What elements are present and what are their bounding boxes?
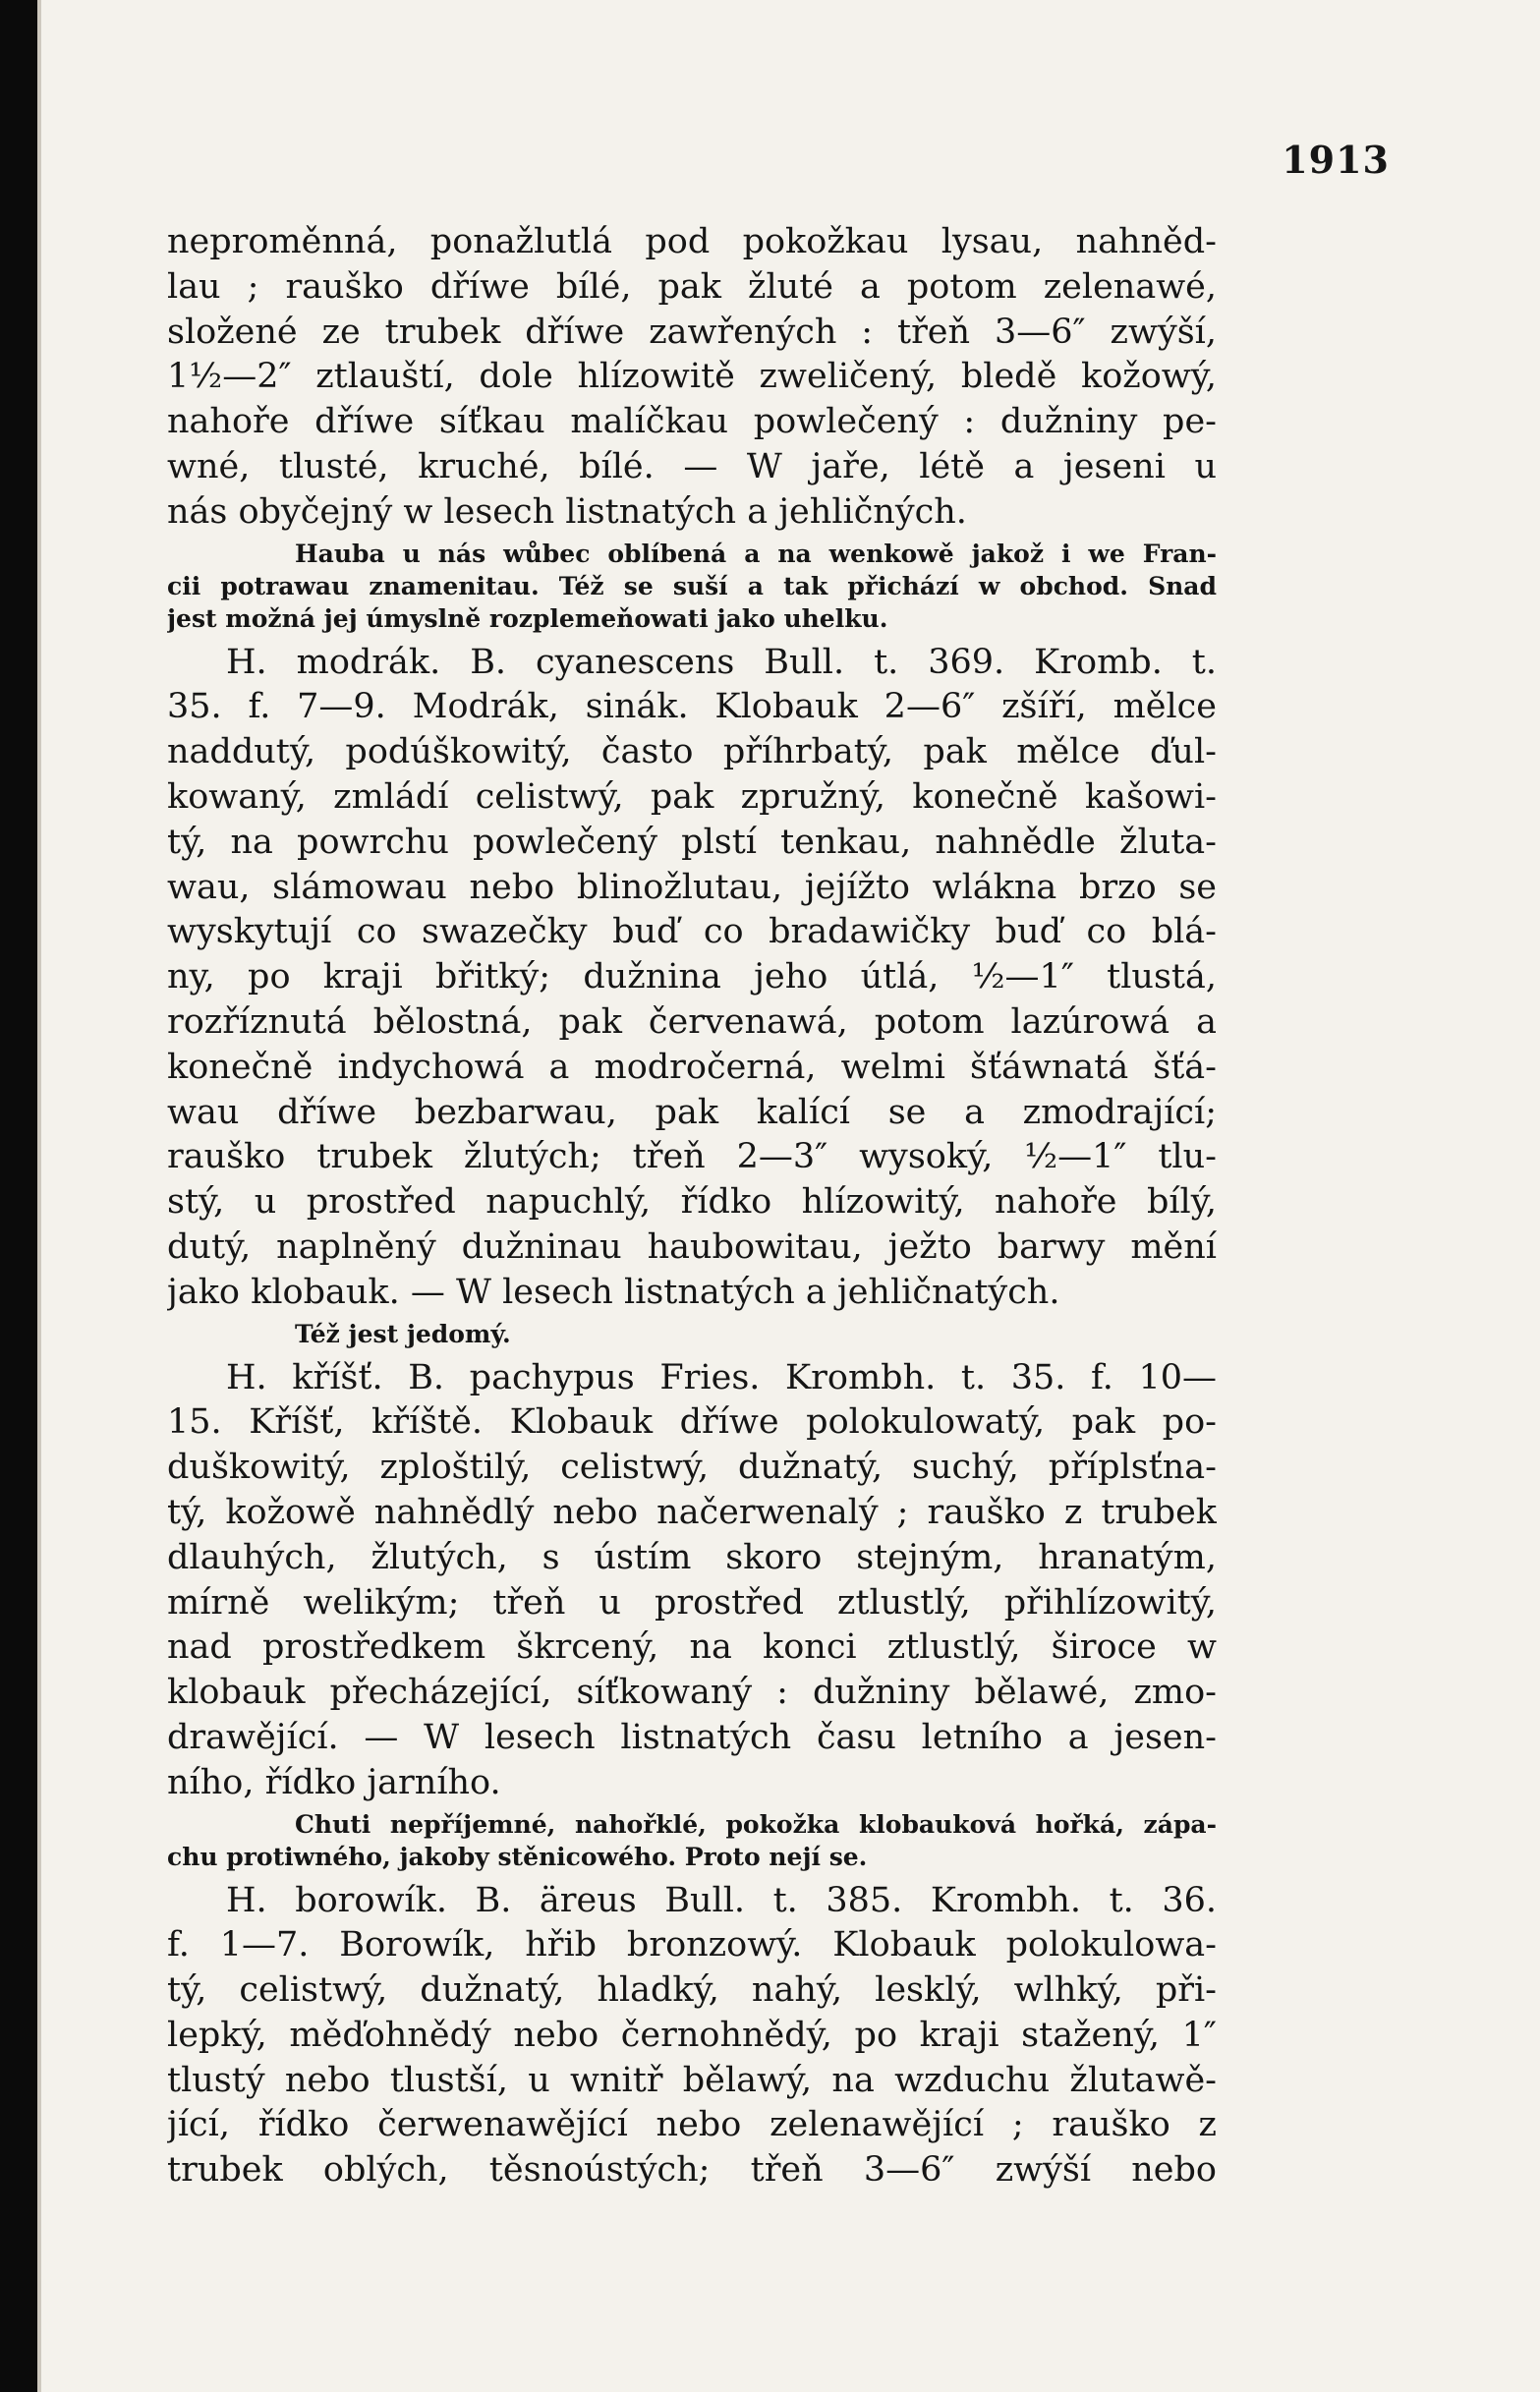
body-paragraph xyxy=(167,641,1217,1316)
text-line: ny, po kraji břitký; dužnina jeho útlá, ½—1″ tlustá, xyxy=(167,957,1217,997)
text-line: naddutý, podúškowitý, často příhrbatý, pak mělce ďul- xyxy=(167,732,1217,772)
text-line: H. kříšť. B. pachypus Fries. Krombh. t. 35. f. 10— xyxy=(226,1357,1217,1397)
body-paragraph xyxy=(167,1879,1217,2194)
note-line: Chuti nepříjemné, nahořklé, pokožka klobauková hořká, zápa- xyxy=(295,1809,1217,1839)
text-line: 15. Kříšť, kříště. Klobauk dříwe polokulowatý, pak po- xyxy=(167,1402,1217,1443)
text-line: neproměnná, ponažlutlá pod pokožkau lysau, nahněd- xyxy=(167,222,1217,261)
text-line: wyskytují co swazečky buď co bradawičky buď co blá- xyxy=(167,912,1217,952)
text-line: kowaný, zmládí celistwý, pak zpružný, konečně kašowi- xyxy=(167,776,1217,817)
page-number: 1913 xyxy=(1282,138,1390,182)
text-line: drawějící. — W lesech listnatých času letního a jesen- xyxy=(167,1717,1217,1757)
text-line: tý, celistwý, dužnatý, hladký, nahý, lesklý, wlhký, při- xyxy=(167,1970,1217,2011)
text-line: tý, na powrchu powlečený plstí tenkau, nahnědle žluta- xyxy=(167,822,1217,862)
note-line: Též jest jedomý. xyxy=(295,1319,511,1348)
page-text xyxy=(167,220,1217,2193)
text-line: dutý, naplněný dužninau haubowitau, ježto barwy mění xyxy=(167,1226,1217,1267)
text-line: lau ; rauško dříwe bílé, pak žluté a potom zelenawé, xyxy=(167,266,1217,307)
text-line: lepký, měďohnědý nebo černohnědý, po kraji stažený, 1″ xyxy=(167,2015,1217,2055)
book-page xyxy=(37,0,1540,2392)
text-line: rozříznutá bělostná, pak červenawá, potom lazúrowá a xyxy=(167,1001,1217,1042)
text-line: konečně indychowá a modročerná, welmi šťáwnatá šťá- xyxy=(167,1047,1217,1087)
text-line: klobauk přecházející, síťkowaný : dužniny bělawé, zmo- xyxy=(167,1673,1217,1713)
text-line: mírně welikým; třeň u prostřed ztlustlý, přihlízowitý, xyxy=(167,1582,1217,1623)
note-line: jest možná jej úmyslně rozplemeňowati jako uhelku. xyxy=(167,603,888,633)
text-line: wau dříwe bezbarwau, pak kalící se a zmodrající; xyxy=(167,1092,1217,1132)
text-line: duškowitý, zploštilý, celistwý, dužnatý, suchý, příplsťna- xyxy=(167,1448,1217,1488)
text-line: dlauhých, žlutých, s ústím skoro stejným, hranatým, xyxy=(167,1537,1217,1577)
text-line: nad prostředkem škrcený, na konci ztlustlý, široce w xyxy=(167,1627,1217,1668)
note-line: chu protiwného, jakoby stěnicowého. Proto nejí se. xyxy=(167,1842,868,1871)
text-line: 1½—2″ ztlauští, dole hlízowitě zweličený, bledě kožowý, xyxy=(167,357,1217,397)
text-line: jako klobauk. — W lesech listnatých a jehličnatých. xyxy=(167,1272,1060,1312)
text-line: tlustý nebo tlustší, u wnitř bělawý, na wzduchu žlutawě- xyxy=(167,2060,1217,2100)
text-line: f. 1—7. Borowík, hřib bronzowý. Klobauk polokulowa- xyxy=(167,1925,1217,1965)
body-paragraph xyxy=(167,220,1217,536)
note-line: Hauba u nás wůbec oblíbená a na wenkowě jakož i we Fran- xyxy=(295,539,1217,568)
text-line: rauško trubek žlutých; třeň 2—3″ wysoký, ½—1″ tlu- xyxy=(167,1137,1217,1177)
note-paragraph xyxy=(167,538,1217,635)
text-line: složené ze trubek dříwe zawřených : třeň 3—6″ zwýší, xyxy=(167,312,1217,352)
text-line: nás obyčejný w lesech listnatých a jehličných. xyxy=(167,491,967,532)
text-line: ního, řídko jarního. xyxy=(167,1762,501,1802)
text-line: jící, řídko čerwenawějící nebo zelenawějící ; rauško z xyxy=(167,2105,1217,2145)
text-line: stý, u prostřed napuchlý, řídko hlízowitý, nahoře bílý, xyxy=(167,1182,1217,1223)
text-line: wné, tlusté, kruché, bílé. — W jaře, létě a jeseni u xyxy=(167,446,1217,486)
text-line: H. modrák. B. cyanescens Bull. t. 369. Kromb. t. xyxy=(226,642,1217,682)
body-paragraph xyxy=(167,1356,1217,1806)
text-line: H. borowík. B. äreus Bull. t. 385. Krombh. t. 36. xyxy=(226,1880,1217,1920)
text-line: 35. f. 7—9. Modrák, sinák. Klobauk 2—6″ zšíří, mělce xyxy=(167,687,1217,727)
text-line: wau, slámowau nebo blinožlutau, jejížto wlákna brzo se xyxy=(167,867,1217,907)
text-line: tý, kožowě nahnědlý nebo načerwenalý ; rauško z trubek xyxy=(167,1492,1217,1532)
text-line: trubek oblých, těsnoústých; třeň 3—6″ zwýší nebo xyxy=(167,2150,1217,2191)
note-line: cii potrawau znamenitau. Též se suší a tak přichází w obchod. Snad xyxy=(167,571,1217,600)
note-paragraph xyxy=(167,1318,1217,1350)
text-line: nahoře dříwe síťkau malíčkau powlečený : dužniny pe- xyxy=(167,402,1217,442)
note-paragraph xyxy=(167,1808,1217,1873)
page-spine-edge xyxy=(37,0,41,2392)
